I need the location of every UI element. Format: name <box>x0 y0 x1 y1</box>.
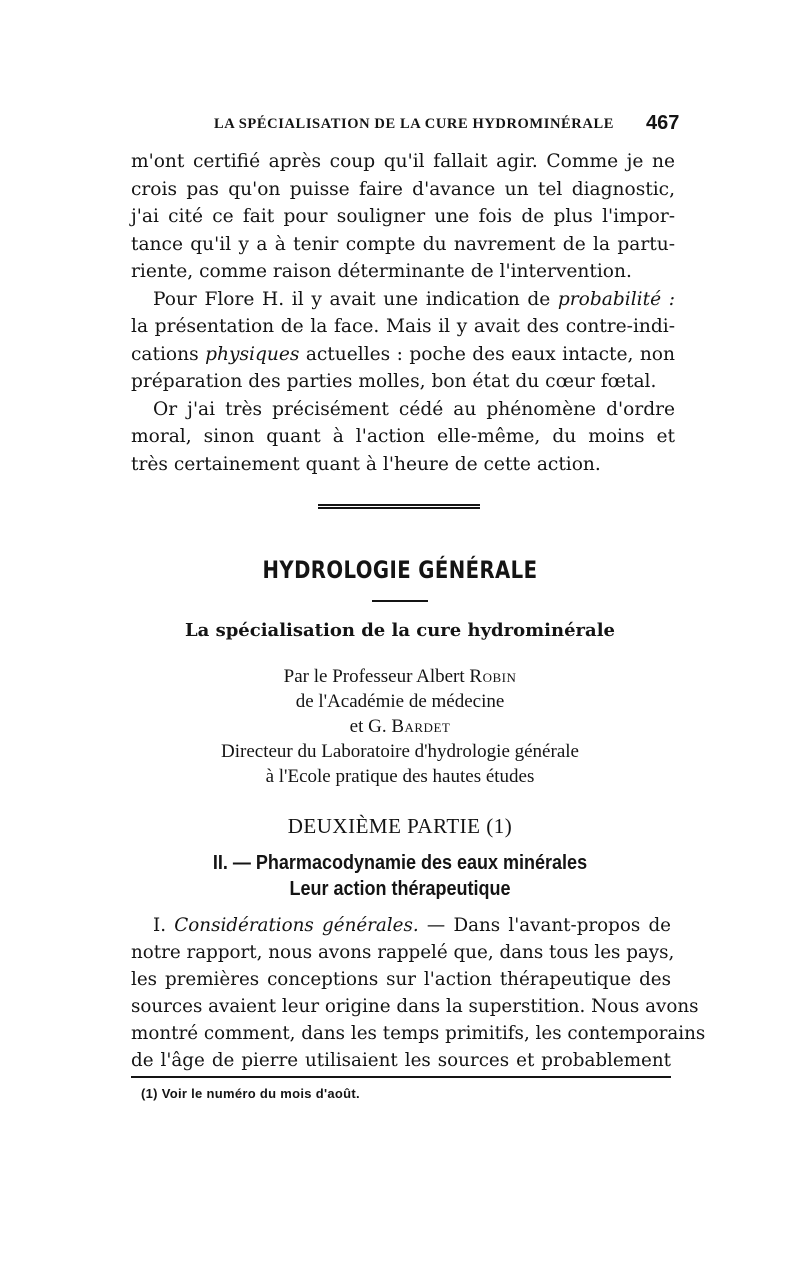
chapter-heading: II. — Pharmacodynamie des eaux minérales <box>212 852 588 874</box>
text-line: les premières conceptions sur l'action thérapeutique des <box>131 969 671 990</box>
text-span: — Dans l'avant-propos de <box>426 915 672 936</box>
footnote-rule <box>131 1076 671 1078</box>
byline-text: Par le Professeur Albert <box>283 666 465 687</box>
title-rule <box>372 600 428 602</box>
text-span: cations <box>131 343 199 365</box>
article-title: La spécialisation de la cure hydrominérale <box>184 620 615 641</box>
page-number: 467 <box>646 112 680 134</box>
body-text <box>131 912 706 1074</box>
author-name: Robin <box>469 666 517 687</box>
byline-line: de l'Académie de médecine <box>295 691 505 712</box>
text-line: riente, comme raison déterminante de l'intervention. <box>131 261 632 282</box>
text-line: j'ai cité ce fait pour souligner une fois de plus l'impor- <box>131 206 675 227</box>
italic-span: Considérations générales. <box>174 915 419 936</box>
text-line: Or j'ai très précisément cédé au phénomène d'ordre <box>153 398 675 420</box>
text-line <box>131 341 675 369</box>
text-line: tance qu'il y a à tenir compte du navrement de la partu- <box>131 233 675 255</box>
italic-span: probabilité : <box>557 288 675 310</box>
text-line: notre rapport, nous avons rappelé que, dans tous les pays, <box>131 942 675 963</box>
text-span: I. <box>153 915 167 936</box>
italic-span: physiques <box>205 343 300 365</box>
part-heading: DEUXIÈME PARTIE (1) <box>287 814 513 838</box>
author-name: Bardet <box>391 716 451 737</box>
text-line: montré comment, dans les temps primitifs, les contemporains <box>131 1023 706 1044</box>
byline-line <box>100 664 700 689</box>
byline-line <box>100 714 700 739</box>
text-line <box>131 286 675 314</box>
text-line: très certainement quant à l'heure de cette action. <box>131 453 601 475</box>
text-line: moral, sinon quant à l'action elle-même, du moins et <box>131 426 675 447</box>
text-span: actuelles : poche des eaux intacte, non <box>305 343 675 365</box>
text-line: sources avaient leur origine dans la superstition. Nous avons <box>131 996 699 1017</box>
section-divider <box>318 504 480 509</box>
text-line: m'ont certifié après coup qu'il fallait agir. Comme je ne <box>131 151 675 172</box>
text-line <box>131 912 671 939</box>
text-line: la présentation de la face. Mais il y avait des contre-indi- <box>131 316 675 337</box>
text-span: Pour Flore H. il y avait une indication de <box>153 288 551 310</box>
byline-line: Directeur du Laboratoire d'hydrologie générale <box>221 741 579 762</box>
running-title: LA SPÉCIALISATION DE LA CURE HYDROMINÉRALE <box>214 116 614 132</box>
text-line: de l'âge de pierre utilisaient les sources et probablement <box>131 1050 671 1071</box>
byline-line: à l'Ecole pratique des hautes études <box>265 766 535 787</box>
top-text <box>131 148 675 478</box>
byline-text: et G. <box>349 716 387 737</box>
chapter-subheading: Leur action thérapeutique <box>289 878 511 900</box>
text-line: préparation des parties molles, bon état du cœur fœtal. <box>131 371 657 392</box>
section-title: HYDROLOGIE GÉNÉRALE <box>262 556 538 584</box>
text-line: crois pas qu'on puisse faire d'avance un tel diagnostic, <box>131 178 675 200</box>
footnote: (1) Voir le numéro du mois d'août. <box>141 1086 360 1101</box>
